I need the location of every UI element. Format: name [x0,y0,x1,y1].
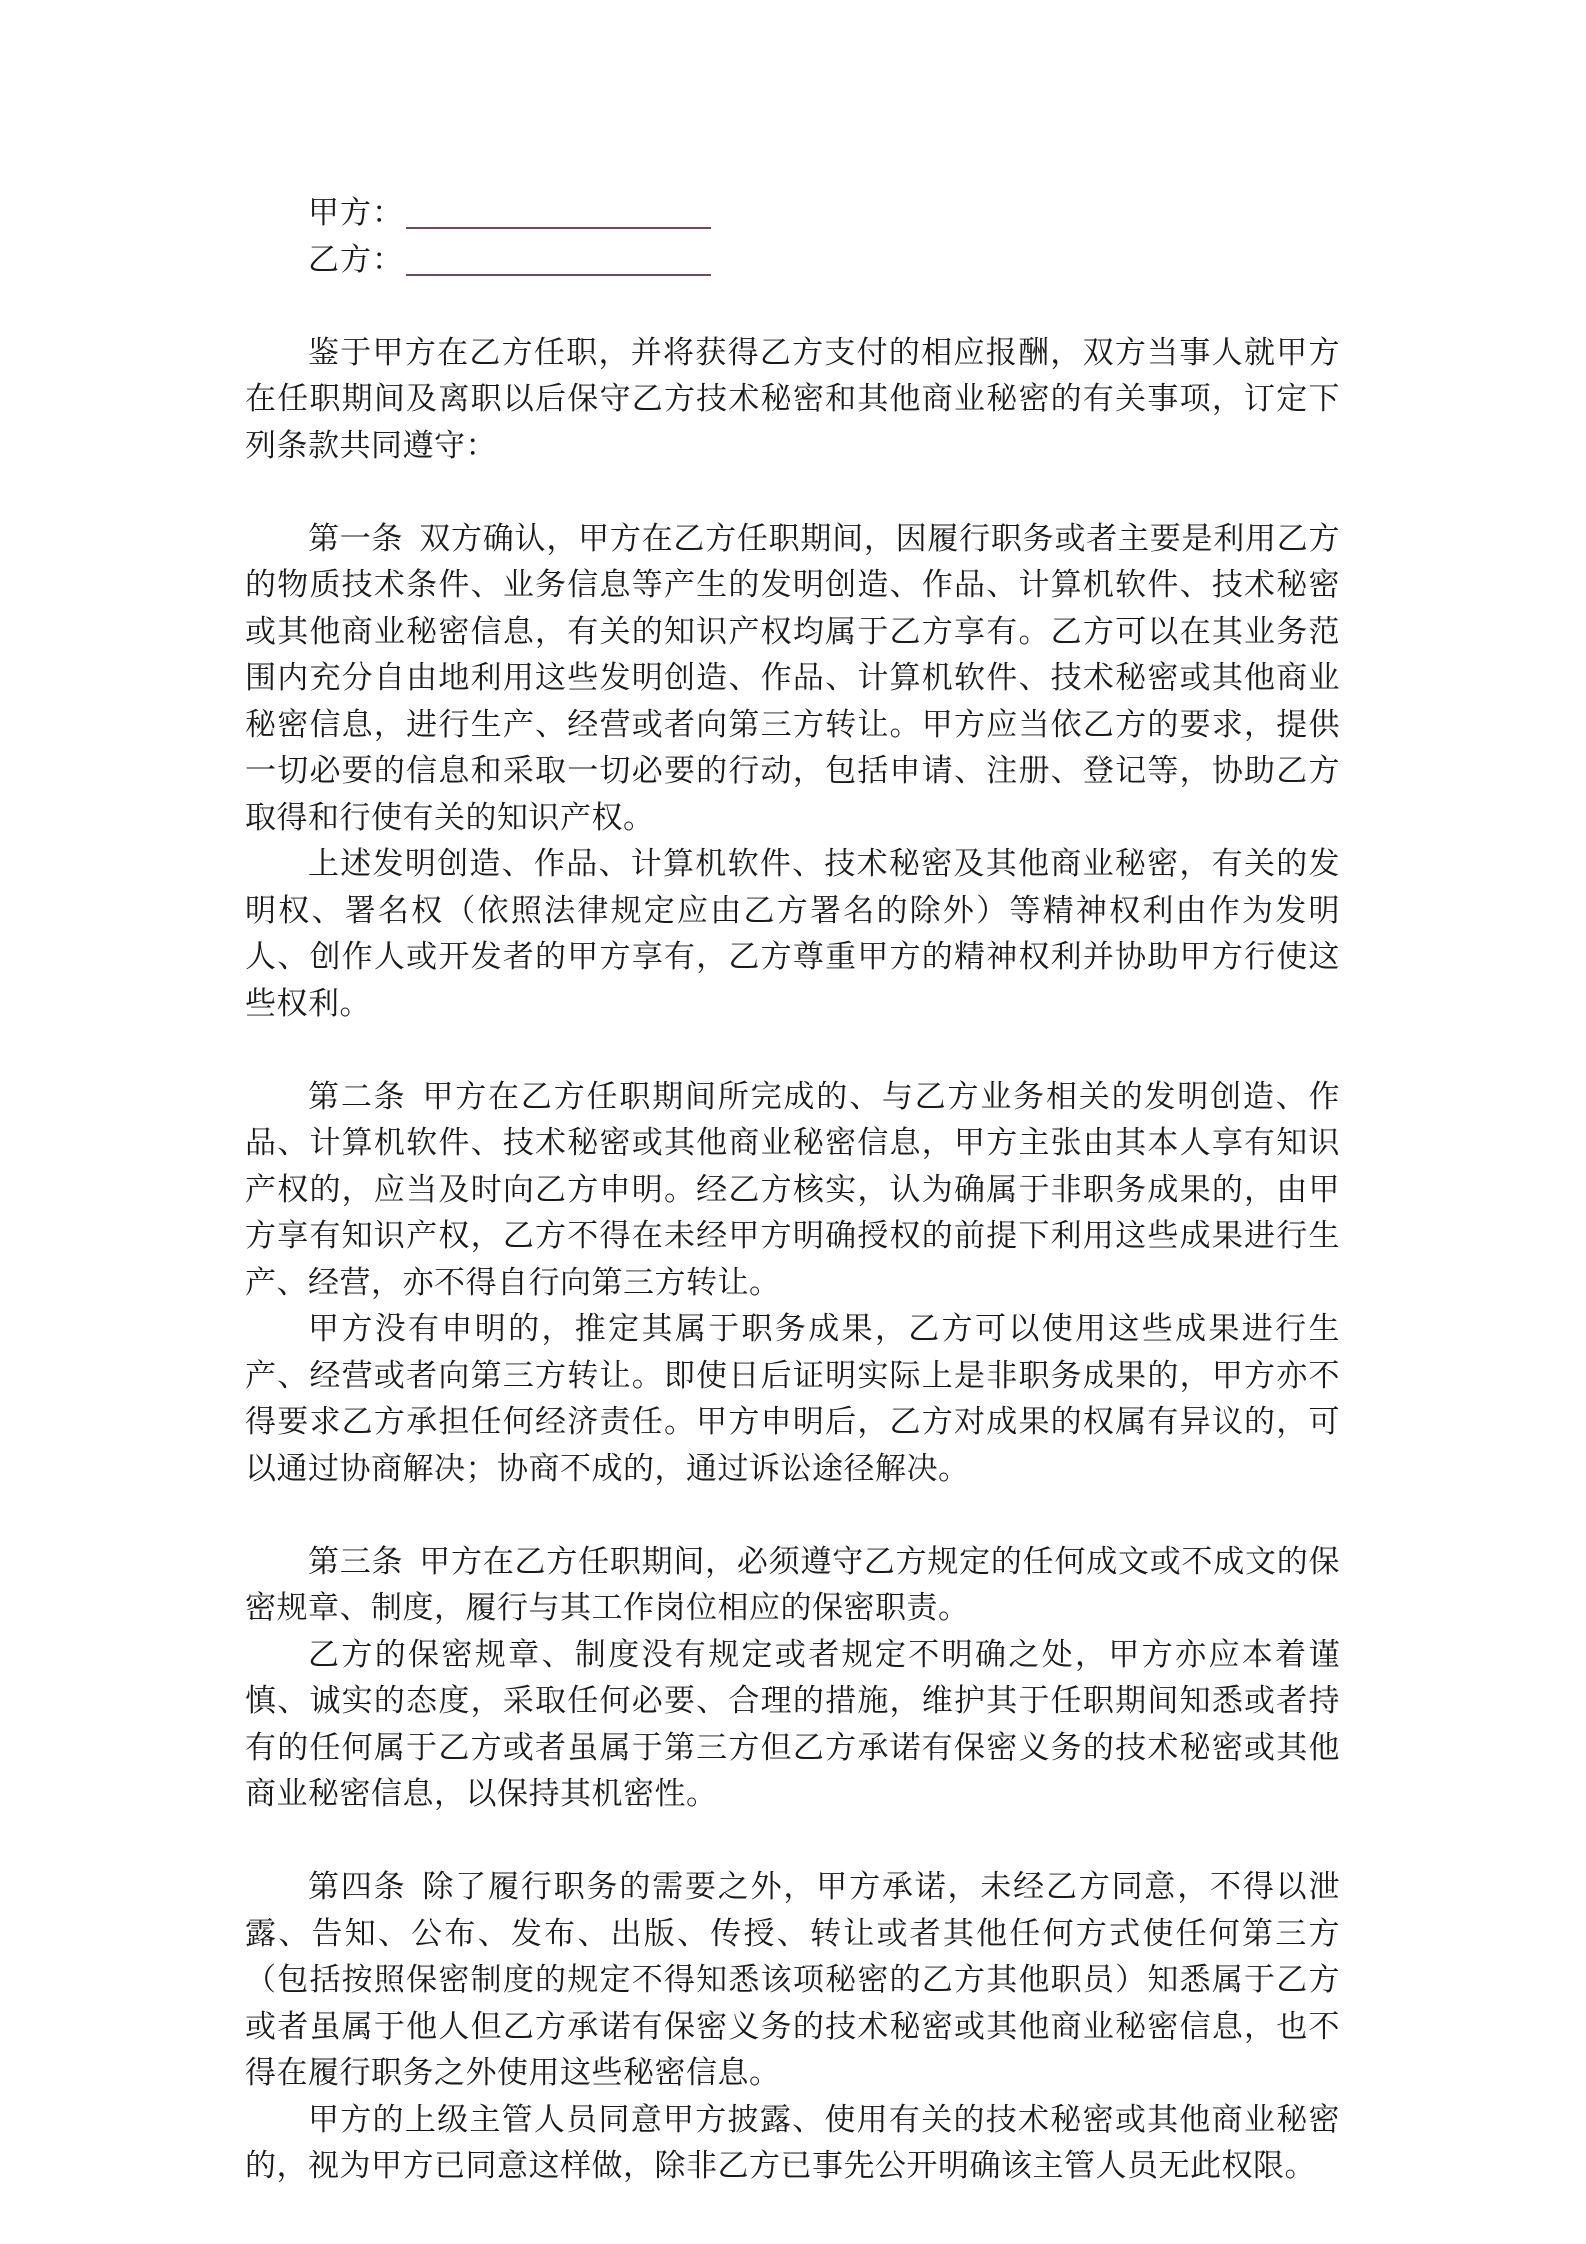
spacer [245,1818,1340,1865]
article-2-text-1: 甲方在乙方任职期间所完成的、与乙方业务相关的发明创造、作品、计算机软件、技术秘密或其他商业秘密信息，甲方主张由其本人享有知识产权的，应当及时向乙方申明。经乙方核实，认为确属于非职务成果的，由甲方享有知识产权，乙方不得在未经甲方明确授权的前提下利用这些成果进行生产、经营，亦不得自行向第三方转让。 [245,1078,1341,1301]
article-3-number: 第三条 [308,1543,404,1580]
article-4-paragraph-1 [245,1864,1340,2097]
spacer [245,1492,1340,1539]
article-4-text-1: 除了履行职务的需要之外，甲方承诺，未经乙方同意，不得以泄露、告知、公布、发布、出版、传授、转让或者其他任何方式使任何第三方（包括按照保密制度的规定不得知悉该项秘密的乙方其他职员）知悉属于乙方或者虽属于他人但乙方承诺有保密义务的技术秘密或其他商业秘密信息，也不得在履行职务之外使用这些秘密信息。 [245,1869,1341,2091]
document-body [245,190,1340,2190]
article-2-paragraph-1 [245,1074,1340,1307]
article-3-paragraph-2: 乙方的保密规章、制度没有规定或者规定不明确之处，甲方亦应本着谨慎、诚实的态度，采取任何必要、合理的措施，维护其于任职期间知悉或者持有的任何属于乙方或者虽属于第三方但乙方承诺有保密义务的技术秘密或其他商业秘密信息，以保持其机密性。 [245,1636,1340,1812]
spacer [245,1027,1340,1074]
article-1-paragraph-1 [245,516,1340,842]
party-b-label: 乙方： [308,241,404,278]
article-1-paragraph-2: 上述发明创造、作品、计算机软件、技术秘密及其他商业秘密，有关的发明权、署名权（依照法律规定应由乙方署名的除外）等精神权利由作为发明人、创作人或开发者的甲方享有，乙方尊重甲方的精神权利并协助甲方行使这些权利。 [245,846,1340,1022]
party-a-line [245,190,1340,237]
party-b-blank[interactable] [406,273,711,276]
party-a-blank[interactable] [406,226,711,229]
party-a-label: 甲方： [308,195,404,231]
article-3-text-1: 甲方在乙方任职期间，必须遵守乙方规定的任何成文或不成文的保密规章、制度，履行与其工作岗位相应的保密职责。 [245,1543,1341,1626]
article-4-paragraph-2: 甲方的上级主管人员同意甲方披露、使用有关的技术秘密或其他商业秘密的，视为甲方已同意这样做，除非乙方已事先公开明确该主管人员无此权限。 [245,2101,1340,2184]
article-1-number: 第一条 [308,520,404,557]
article-4-number: 第四条 [308,1869,407,1905]
party-b-line [245,237,1340,284]
article-2-paragraph-2: 甲方没有申明的，推定其属于职务成果，乙方可以使用这些成果进行生产、经营或者向第三方转让。即使日后证明实际上是非职务成果的，甲方亦不得要求乙方承担任何经济责任。甲方申明后，乙方对成果的权属有异议的，可以通过协商解决；协商不成的，通过诉讼途径解决。 [245,1311,1340,1487]
spacer [245,469,1340,516]
article-3-paragraph-1 [245,1539,1340,1632]
article-1-text-1: 双方确认，甲方在乙方任职期间，因履行职务或者主要是利用乙方的物质技术条件、业务信息等产生的发明创造、作品、计算机软件、技术秘密或其他商业秘密信息，有关的知识产权均属于乙方享有。乙方可以在其业务范围内充分自由地利用这些发明创造、作品、计算机软件、技术秘密或其他商业秘密信息，进行生产、经营或者向第三方转让。甲方应当依乙方的要求，提供一切必要的信息和采取一切必要的行动，包括申请、注册、登记等，协助乙方取得和行使有关的知识产权。 [245,520,1341,836]
preamble: 鉴于甲方在乙方任职，并将获得乙方支付的相应报酬，双方当事人就甲方在任职期间及离职以后保守乙方技术秘密和其他商业秘密的有关事项，订定下列条款共同遵守： [245,334,1340,464]
article-2-number: 第二条 [308,1078,407,1115]
spacer [245,283,1340,330]
